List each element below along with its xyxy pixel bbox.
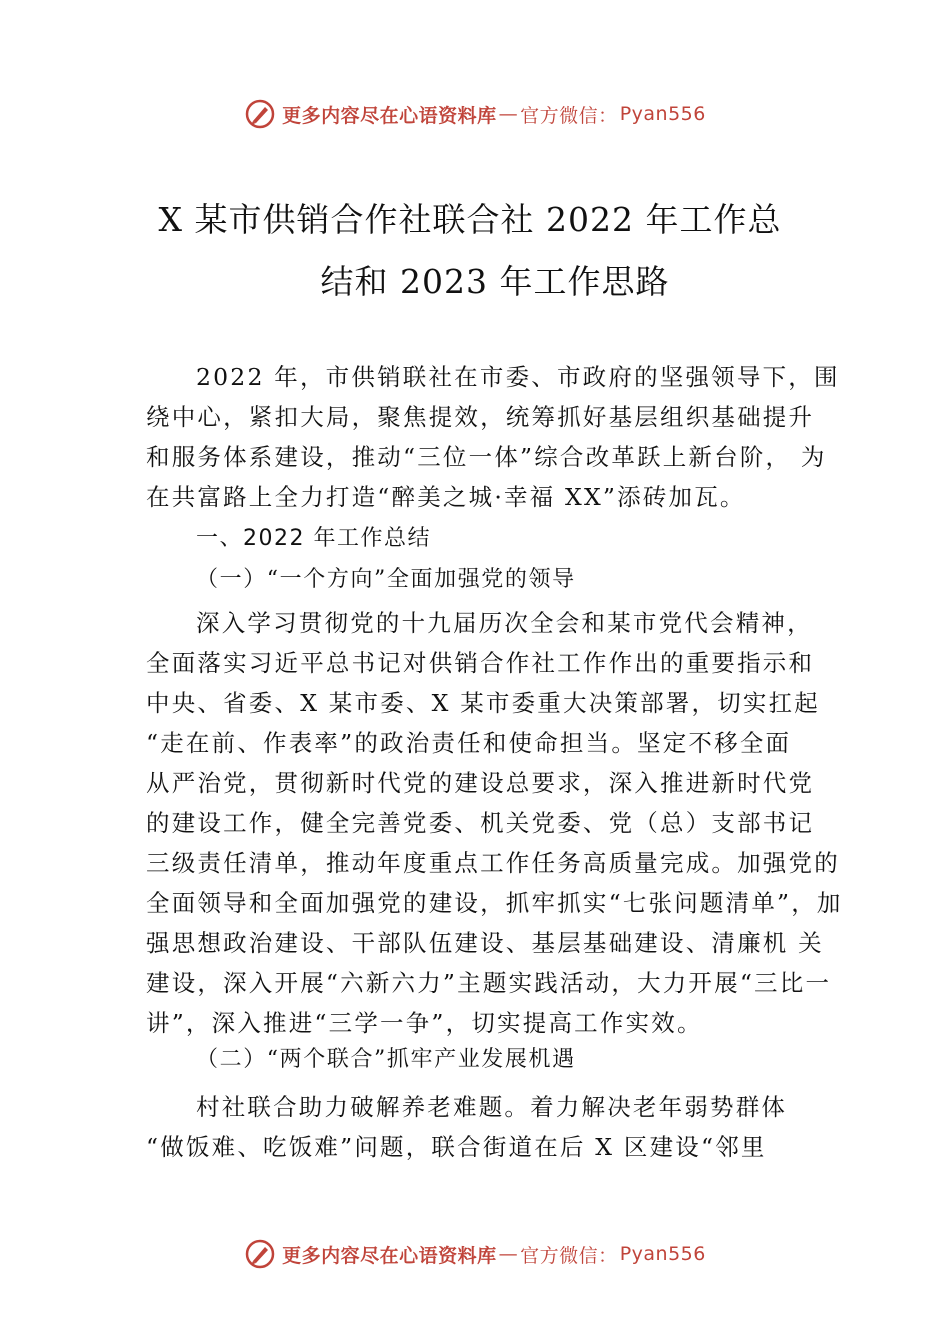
watermark-brand-text: 更多内容尽在心语资料库 — [282, 104, 497, 127]
subsection-2-line-2: “做饭难、吃饭难”问题，联合街道在后 X 区建设“邻里 — [146, 1133, 767, 1161]
document-title-line-1: X 某市供销合作社联合社 2022 年工作总 — [158, 200, 782, 239]
watermark-wechat-id: Pyan556 — [619, 1243, 706, 1265]
subsection-1-line-11: 讲”，深入推进“三学一争”，切实提高工作实效。 — [146, 1009, 703, 1037]
document-title-line-2: 结和 2023 年工作思路 — [320, 262, 670, 301]
subsection-1-line-1: 深入学习贯彻党的十九届历次全会和某市党代会精神， — [196, 609, 813, 637]
pen-seal-icon — [244, 98, 276, 130]
watermark-header — [0, 96, 950, 132]
watermark-dash: — — [498, 1243, 519, 1265]
subsection-1-line-8: 全面领导和全面加强党的建设，抓牢抓实“七张问题清单”，加 — [146, 889, 843, 917]
subsection-2-heading: （二）“两个联合”抓牢产业发展机遇 — [196, 1047, 576, 1072]
intro-line-1: 2022 年，市供销联社在市委、市政府的坚强领导下，围 — [196, 363, 840, 391]
subsection-1-line-6: 的建设工作，健全完善党委、机关党委、党（总）支部书记 — [146, 809, 815, 837]
subsection-1-line-4: “走在前、作表率”的政治责任和使命担当。坚定不移全面 — [146, 729, 792, 757]
subsection-1-line-3: 中央、省委、X 某市委、X 某市委重大决策部署，切实扛起 — [146, 689, 820, 717]
watermark-wechat-id: Pyan556 — [619, 103, 706, 125]
subsection-1-heading: （一）“一个方向”全面加强党的领导 — [196, 567, 576, 592]
subsection-2-line-1: 村社联合助力破解养老难题。着力解决老年弱势群体 — [196, 1093, 788, 1121]
intro-line-4: 在共富路上全力打造“醉美之城·幸福 XX”添砖加瓦。 — [146, 483, 746, 511]
pen-seal-icon — [244, 1238, 276, 1270]
intro-line-3: 和服务体系建设，推动“三位一体”综合改革跃上新台阶， 为 — [146, 443, 827, 471]
watermark-footer — [0, 1236, 950, 1272]
intro-line-2: 绕中心，紧扣大局，聚焦提效，统筹抓好基层组织基础提升 — [146, 403, 815, 431]
watermark-wechat-label: 官方微信： — [520, 1244, 618, 1267]
subsection-1-line-7: 三级责任清单，推动年度重点工作任务高质量完成。加强党的 — [146, 849, 840, 877]
subsection-1-line-2: 全面落实习近平总书记对供销合作社工作作出的重要指示和 — [146, 649, 815, 677]
section-heading: 一、2022 年工作总结 — [196, 526, 431, 551]
watermark-wechat-label: 官方微信： — [520, 104, 618, 127]
subsection-1-line-5: 从严治党，贯彻新时代党的建设总要求，深入推进新时代党 — [146, 769, 815, 797]
watermark-brand-text: 更多内容尽在心语资料库 — [282, 1244, 497, 1267]
subsection-1-line-9: 强思想政治建设、干部队伍建设、基层基础建设、清廉机 关 — [146, 929, 824, 957]
subsection-1-line-10: 建设，深入开展“六新六力”主题实践活动，大力开展“三比一 — [146, 969, 832, 997]
watermark-dash: — — [498, 103, 519, 125]
